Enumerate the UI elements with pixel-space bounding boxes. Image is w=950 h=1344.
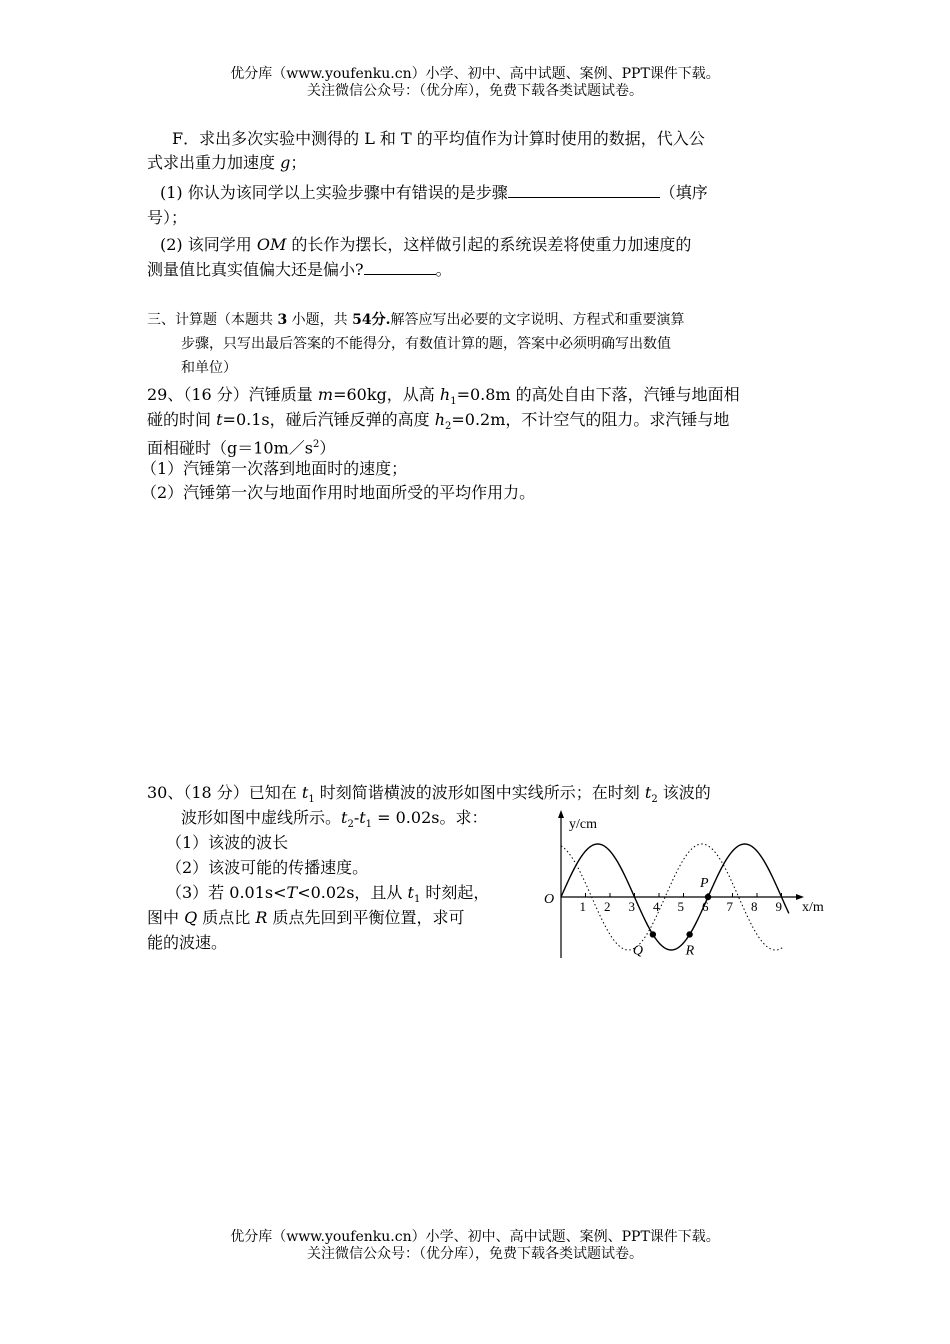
x-tick-label: 5 [677, 899, 684, 914]
p29-q2-text: （2）汽锤第一次与地面作用时地面所受的平均作用力。 [141, 483, 536, 502]
p30-q3-text-2: <0.02s，且从 [297, 883, 408, 902]
x-tick-label: 2 [604, 899, 611, 914]
problem-30-q3-line-2 [147, 906, 465, 930]
x-tick-label: 8 [751, 899, 758, 914]
question-2-end: 。 [435, 260, 452, 279]
answer-blank-1[interactable] [508, 183, 660, 198]
var-h2: h [434, 410, 445, 429]
sub-2: 2 [445, 421, 452, 433]
minus-sign: - [353, 808, 360, 827]
problem-29-q1 [141, 457, 407, 481]
p30-text-3: 该波的 [657, 783, 711, 802]
p30-text-2: 时刻简谐横波的波形如图中实线所示；在时刻 [314, 783, 645, 802]
sub-t1b: 1 [365, 819, 373, 831]
p29-text-5: =0.1s，碰后汽锤反弹的高度 [222, 410, 435, 429]
var-om: OM [256, 235, 287, 254]
problem-30-q2 [166, 856, 368, 880]
p30-q2-text: （2）该波可能的传播速度。 [166, 858, 369, 877]
section-3-points-unit: 分. [371, 312, 391, 328]
point-q [650, 931, 656, 937]
p30-q5-text: 能的波速。 [147, 933, 228, 952]
point-label-q: Q [632, 943, 643, 959]
var-t2b: t [341, 808, 348, 827]
section-3-text-a2: 小题，共 [287, 312, 353, 328]
var-t1c: t [407, 883, 414, 902]
section-3-line-2 [181, 333, 671, 355]
sub-1: 1 [450, 396, 457, 408]
answer-blank-2[interactable] [364, 260, 436, 275]
step-f-text: F．求出多次实验中测得的 L 和 T 的平均值作为计算时使用的数据，代入公 [172, 129, 705, 148]
p29-text-2: =60kg，从高 [333, 385, 440, 404]
p30-q4-text-3: 质点先回到平衡位置，求可 [267, 908, 465, 927]
sub-t2b: 2 [347, 819, 354, 831]
point-label-r: R [685, 943, 695, 959]
x-tick-label: 3 [628, 899, 635, 914]
problem-30-q3-line-3 [147, 931, 227, 955]
header-line-2: 关注微信公众号：（优分库），免费下载各类试题试卷。 [307, 83, 643, 99]
section-3-text-a3: 解答应写出必要的文字说明、方程式和重要演算 [390, 312, 685, 328]
section-3-text-a1: 三、计算题（本题共 [147, 312, 278, 328]
p30-q3-text-3: 时刻起， [420, 883, 490, 902]
step-f-line-2 [147, 151, 306, 175]
p30-text-1: 30、（18 分）已知在 [147, 783, 302, 802]
p29-text-1: 29、（16 分）汽锤质量 [147, 385, 318, 404]
question-1-text-2: 号）； [147, 208, 188, 227]
question-2-line-2 [147, 258, 452, 282]
var-m: m [317, 385, 334, 404]
origin-label: O [544, 892, 555, 907]
question-2-text-b: 的长作为摆长，这样做引起的系统误差将使重力加速度的 [286, 235, 692, 254]
x-axis-label: x/m [802, 900, 824, 915]
p29-q1-text: （1）汽锤第一次落到地面时的速度； [141, 459, 408, 478]
y-axis-label: y/cm [569, 817, 597, 832]
question-2-line-1 [160, 233, 691, 257]
p30-q4-text-2: 质点比 [197, 908, 256, 927]
p29-text-8: ） [319, 438, 336, 458]
footer-line-1: 优分库（www.youfenku.cn）小学、初中、高中试题、案例、PPT课件下载。 [230, 1229, 720, 1245]
question-1-text: (1) 你认为该同学以上实验步骤中有错误的是步骤 [160, 183, 508, 202]
p30-text-4: 波形如图中虚线所示。 [181, 808, 342, 827]
page-footer [0, 1229, 950, 1263]
p30-q4-text-1: 图中 [147, 908, 185, 927]
section-3-text-b: 步骤，只写出最后答案的不能得分，有数值计算的题，答案中必须明确写出数值 [181, 336, 671, 352]
question-1-line-2 [147, 206, 187, 230]
section-3-line-1 [147, 309, 684, 331]
var-T: T [286, 883, 298, 902]
p29-text-7: 面相碰时（g＝10m／s [147, 438, 313, 458]
p29-text-6: =0.2m，不计空气的阻力。求汽锤与地 [451, 410, 730, 429]
wave-diagram [536, 808, 836, 964]
p29-text-3: =0.8m 的高处自由下落，汽锤与地面相 [456, 385, 740, 404]
header-line-1: 优分库（www.youfenku.cn）小学、初中、高中试题、案例、PPT课件下载。 [230, 66, 720, 82]
var-Q: Q [184, 908, 198, 927]
sup-2: 2 [313, 439, 320, 450]
x-tick-label: 4 [653, 899, 660, 914]
var-t2: t [644, 783, 652, 802]
axis-labels [544, 817, 824, 958]
var-g: g [280, 153, 291, 172]
section-3-points: 54 [352, 312, 372, 328]
x-tick-label: 9 [775, 899, 782, 914]
question-2-text: (2) 该同学用 [160, 235, 257, 254]
question-1-end: （填序 [659, 183, 708, 202]
section-3-count: 3 [277, 312, 288, 328]
var-t1: t [301, 783, 309, 802]
sub-t1c: 1 [413, 894, 421, 906]
question-1-line-1 [160, 181, 708, 205]
x-tick-label: 7 [726, 899, 733, 914]
x-tick-label: 1 [579, 899, 586, 914]
footer-line-2: 关注微信公众号：（优分库），免费下载各类试题试卷。 [307, 1246, 643, 1262]
section-3-text-c: 和单位） [181, 360, 237, 376]
problem-29-q2 [141, 481, 535, 505]
sub-t1: 1 [308, 794, 315, 806]
sub-t2: 2 [651, 794, 658, 806]
p30-q3-text-1: （3）若 0.01s< [166, 883, 287, 902]
point-label-p: P [700, 876, 709, 891]
step-f-line-1 [172, 127, 705, 151]
x-tick-label: 6 [702, 899, 709, 914]
var-R: R [255, 908, 268, 927]
var-h1: h [439, 385, 451, 404]
var-t1b: t [359, 808, 366, 827]
step-f-end: ； [290, 153, 307, 172]
y-axis-arrow [558, 810, 564, 818]
step-f-text-2: 式求出重力加速度 [147, 153, 281, 172]
var-t: t [216, 410, 223, 429]
p29-text-4: 碰的时间 [147, 410, 217, 429]
point-r [686, 931, 692, 937]
question-2-text-2: 测量值比真实值偏大还是偏小? [147, 260, 364, 279]
axes [558, 810, 804, 958]
p30-q1-text: （1）该波的波长 [166, 833, 289, 852]
section-3-line-3 [181, 357, 237, 379]
p30-text-5: = 0.02s。求： [372, 808, 488, 827]
page-header [0, 66, 950, 100]
problem-30-q1 [166, 831, 288, 855]
